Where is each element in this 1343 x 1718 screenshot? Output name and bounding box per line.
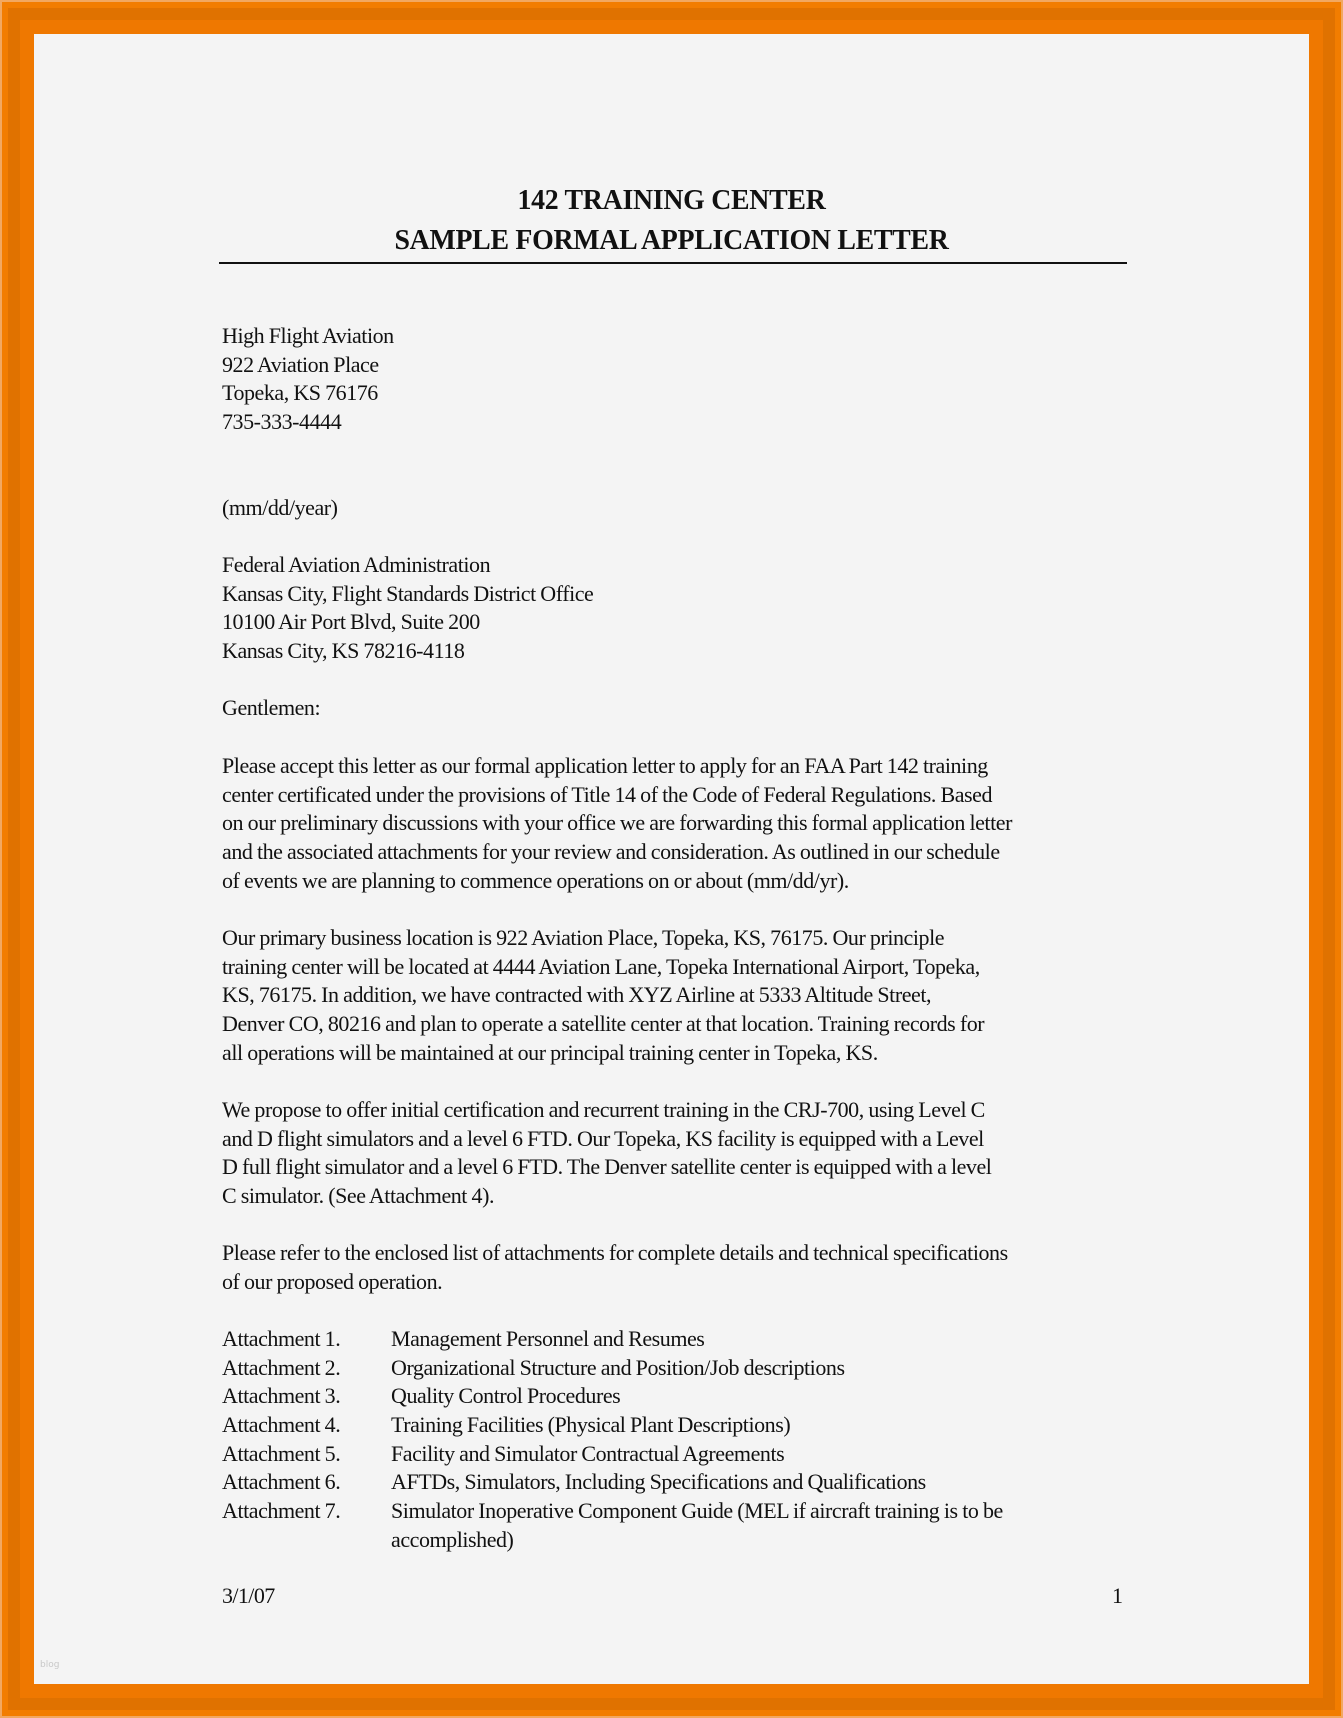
paragraph-line: of our proposed operation. [222,1268,443,1294]
attachment-description: Simulator Inoperative Component Guide (MEL if aircraft training is to be [391,1498,1003,1524]
recipient-line: Kansas City, Flight Standards District Office [222,580,594,606]
paragraph-line: We propose to offer initial certification and recurrent training in the CRJ-700, using Level C [222,1097,985,1122]
paragraph-line: and D flight simulators and a level 6 FTD. Our Topeka, KS facility is equipped with a Level [222,1125,984,1151]
recipient-line: Kansas City, KS 78216-4118 [222,638,465,664]
attachment-description: Facility and Simulator Contractual Agreements [391,1440,785,1466]
attachment-description: Organizational Structure and Position/Job descriptions [391,1354,845,1380]
attachment-item [222,1325,1152,1354]
attachment-description: AFTDs, Simulators, Including Specifications and Qualifications [391,1469,926,1495]
attachment-item-continuation [222,1526,1152,1555]
paragraph-4 [222,1239,1152,1296]
attachment-item [222,1440,1152,1469]
recipient-line: Federal Aviation Administration [222,552,491,577]
attachment-label: Attachment 5. [222,1440,341,1466]
paragraph-3 [222,1096,1152,1211]
attachment-item [222,1354,1152,1383]
paragraph-line: center certificated under the provisions of Title 14 of the Code of Federal Regulations. Based [222,781,992,807]
title-rule [219,262,1127,264]
watermark: blog [40,1660,60,1670]
attachment-description: Training Facilities (Physical Plant Descriptions) [391,1412,791,1438]
document-title: 142 TRAINING CENTER [517,184,826,216]
sender-line: 922 Aviation Place [222,351,379,377]
paragraph-2 [222,924,1152,1067]
attachment-item [222,1468,1152,1497]
attachment-description: Management Personnel and Resumes [391,1326,705,1351]
paragraph-line: Denver CO, 80216 and plan to operate a satellite center at that location. Training records for [222,1011,985,1037]
sender-line: Topeka, KS 76176 [222,380,378,406]
paragraph-line: C simulator. (See Attachment 4). [222,1183,494,1209]
paragraph-line: Please accept this letter as our formal application letter to apply for an FAA Part 142 training [222,753,988,778]
sender-line: 735-333-4444 [222,409,342,435]
footer-date: 3/1/07 [222,1583,275,1608]
attachment-label: Attachment 3. [222,1383,341,1409]
date-placeholder: (mm/dd/year) [222,495,338,520]
salutation-text: Gentlemen: [222,695,321,720]
attachment-label: Attachment 2. [222,1354,341,1380]
attachments-list [222,1325,1152,1555]
paragraph-line: on our preliminary discussions with your office we are forwarding this formal application letter [222,810,1012,836]
attachment-item [222,1382,1152,1411]
sender-line: High Flight Aviation [222,323,394,348]
paragraph-line: KS, 76175. In addition, we have contracted with XYZ Airline at 5333 Altitude Street, [222,982,932,1008]
document-page [34,34,1309,1684]
footer-page-number: 1 [1112,1583,1123,1608]
paragraph-line: Our primary business location is 922 Aviation Place, Topeka, KS, 76175. Our principle [222,925,945,950]
document-subtitle: SAMPLE FORMAL APPLICATION LETTER [394,224,949,256]
paragraph-line: D full flight simulator and a level 6 FTD. The Denver satellite center is equipped with a level [222,1154,992,1180]
attachment-description: Quality Control Procedures [391,1383,621,1409]
letter-date [222,494,1152,523]
salutation [222,694,1152,723]
sender-address [222,322,1152,437]
paragraph-line: training center will be located at 4444 Aviation Lane, Topeka International Airport, Topeka, [222,953,980,979]
attachment-label: Attachment 7. [222,1498,341,1524]
recipient-address [222,551,1152,666]
attachment-item [222,1497,1152,1526]
attachment-label: Attachment 4. [222,1412,341,1438]
paragraph-1 [222,752,1152,895]
paragraph-line: of events we are planning to commence operations on or about (mm/dd/yr). [222,867,849,893]
paragraph-line: and the associated attachments for your review and consideration. As outlined in our schedule [222,839,1000,865]
attachment-description-continued: accomplished) [391,1526,514,1552]
attachment-label: Attachment 6. [222,1469,341,1495]
paragraph-line: Please refer to the enclosed list of attachments for complete details and technical specifications [222,1240,1008,1265]
attachment-item [222,1411,1152,1440]
paragraph-line: all operations will be maintained at our principal training center in Topeka, KS. [222,1039,878,1065]
attachment-label: Attachment 1. [222,1326,341,1351]
recipient-line: 10100 Air Port Blvd, Suite 200 [222,609,480,635]
